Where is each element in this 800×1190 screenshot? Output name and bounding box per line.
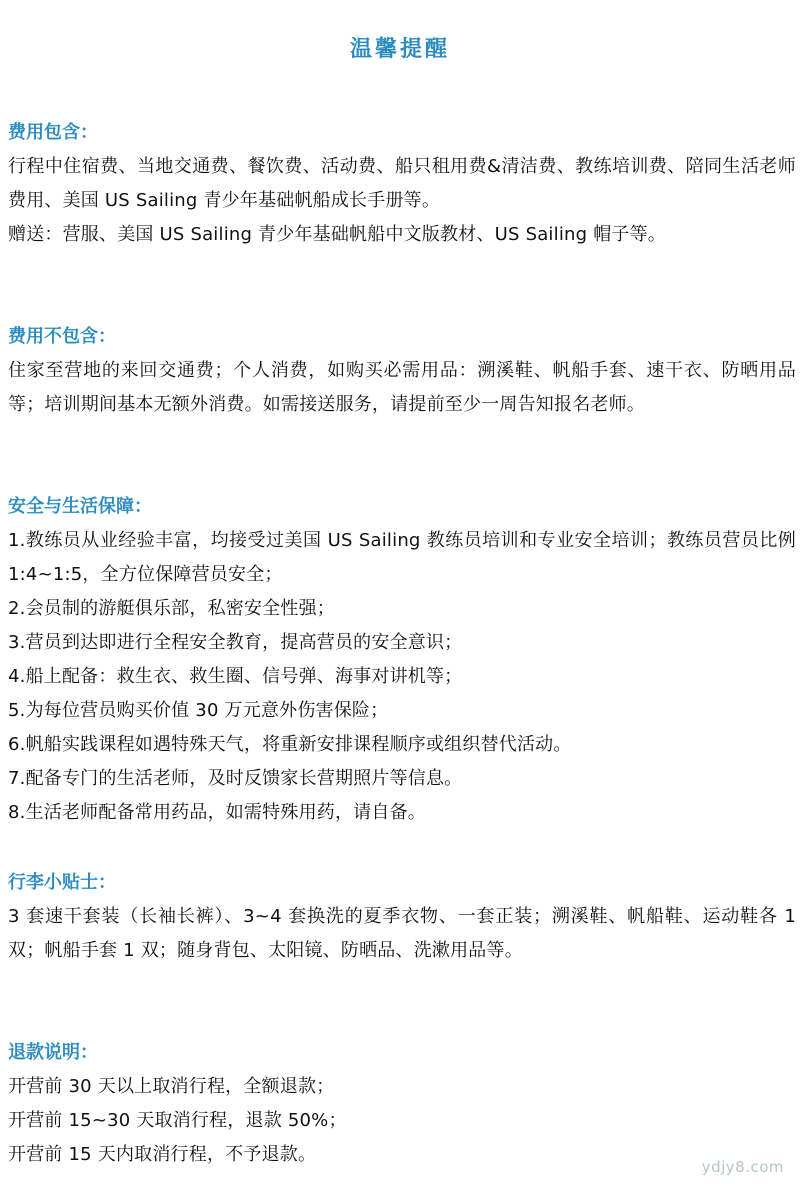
section-refund-policy <box>8 1036 796 1172</box>
section-heading: 费用包含： <box>8 122 98 143</box>
section-fees-excluded <box>8 320 796 422</box>
list-item: 开营前 15 天内取消行程，不予退款。 <box>8 1144 317 1165</box>
section-fees-included <box>8 116 796 252</box>
list-item: 7.配备专门的生活老师，及时反馈家长营期照片等信息。 <box>8 768 463 789</box>
paragraph: 住家至营地的来回交通费；个人消费，如购买必需用品：溯溪鞋、帆船手套、速干衣、防晒用品等；培训期间基本无额外消费。如需接送服务，请提前至少一周告知报名老师。 <box>8 360 796 415</box>
list-item: 开营前 15~30 天取消行程，退款 50%； <box>8 1110 347 1131</box>
list-item: 5.为每位营员购买价值 30 万元意外伤害保险； <box>8 700 389 721</box>
section-heading: 退款说明： <box>8 1042 98 1063</box>
list-item: 2.会员制的游艇俱乐部，私密安全性强； <box>8 598 335 619</box>
section-safety-guarantee <box>8 490 796 830</box>
list-item: 6.帆船实践课程如遇特殊天气，将重新安排课程顺序或组织替代活动。 <box>8 734 572 755</box>
section-heading: 安全与生活保障： <box>8 496 152 517</box>
list-item: 8.生活老师配备常用药品，如需特殊用药，请自备。 <box>8 802 426 823</box>
section-heading: 行李小贴士： <box>8 872 116 893</box>
site-watermark: ydjy8.com <box>701 1158 784 1176</box>
list-item: 4.船上配备：救生衣、救生圈、信号弹、海事对讲机等； <box>8 666 463 687</box>
list-item: 开营前 30 天以上取消行程，全额退款； <box>8 1076 335 1097</box>
paragraph: 3 套速干套装（长袖长裤）、3~4 套换洗的夏季衣物、一套正装；溯溪鞋、帆船鞋、运动鞋各 1 双；帆船手套 1 双；随身背包、太阳镜、防晒品、洗漱用品等。 <box>8 906 796 961</box>
safety-list <box>8 524 796 830</box>
section-luggage-tips <box>8 866 796 968</box>
paragraph: 行程中住宿费、当地交通费、餐饮费、活动费、船只租用费&清洁费、教练培训费、陪同生活老师费用、美国 US Sailing 青少年基础帆船成长手册等。 <box>8 156 796 211</box>
page-title: 温馨提醒 <box>349 37 450 62</box>
list-item: 3.营员到达即进行全程安全教育，提高营员的安全意识； <box>8 632 463 653</box>
list-item: 1.教练员从业经验丰富，均接受过美国 US Sailing 教练员培训和专业安全培训；教练员营员比例 1:4~1:5，全方位保障营员安全； <box>8 530 796 585</box>
section-heading: 费用不包含： <box>8 326 116 347</box>
refund-list <box>8 1070 796 1172</box>
paragraph: 赠送：营服、美国 US Sailing 青少年基础帆船中文版教材、US Sailing 帽子等。 <box>8 224 666 245</box>
